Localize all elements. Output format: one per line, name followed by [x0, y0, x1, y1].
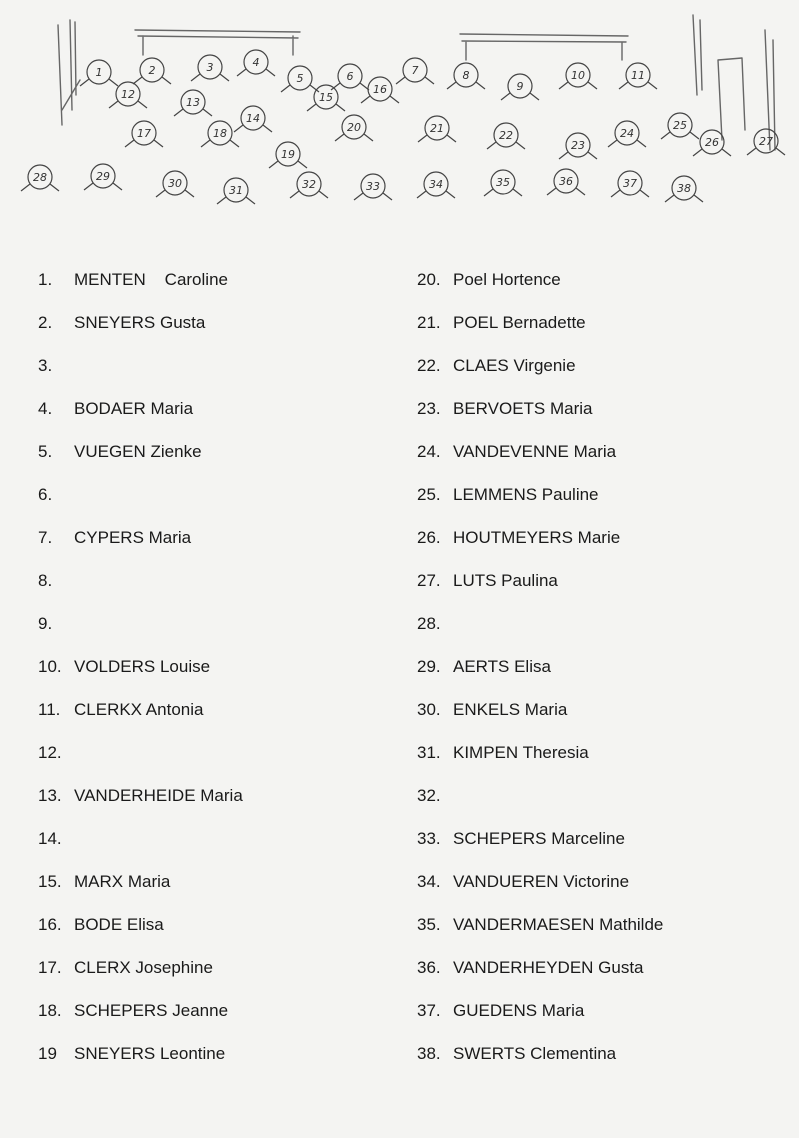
seat-number: 27: [759, 135, 773, 148]
seat-circle: [174, 90, 212, 116]
seat-number: 1: [95, 66, 103, 79]
entry-number: 21.: [417, 312, 441, 332]
entry-name: Poel Hortence: [453, 269, 561, 289]
seat-number: 9: [516, 80, 524, 93]
list-item: [38, 301, 378, 344]
entry-name: SNEYERS Leontine: [74, 1043, 226, 1063]
list-item: [417, 559, 777, 602]
seat-number: 10: [571, 69, 585, 82]
seat-number: 22: [499, 129, 513, 142]
seat-number: 3: [206, 61, 214, 74]
seat-circle: [80, 60, 118, 86]
entry-number: 13.: [38, 785, 62, 805]
list-item: [417, 817, 777, 860]
list-item: [38, 387, 378, 430]
entry-name: VANDERHEYDEN Gusta: [453, 957, 644, 977]
entry-number: 10.: [38, 656, 62, 676]
list-item: [38, 688, 378, 731]
seat-circle: [501, 74, 539, 100]
seat-circle: [665, 176, 703, 202]
list-item: [38, 344, 378, 387]
seat-circle: [335, 115, 373, 141]
seat-circle: [133, 58, 171, 84]
list-item: [38, 860, 378, 903]
seat-circle: [547, 169, 585, 195]
seat-number: 30: [168, 177, 182, 190]
entry-name: CLERX Josephine: [74, 957, 213, 977]
seat-number: 32: [302, 178, 316, 191]
entry-number: 12.: [38, 742, 62, 762]
entry-number: 7.: [38, 527, 53, 547]
list-item: [38, 258, 378, 301]
list-item: [417, 989, 777, 1032]
list-item: [417, 473, 777, 516]
seat-circle: [417, 172, 455, 198]
seat-circle: [109, 82, 147, 108]
entry-number: 16.: [38, 914, 62, 934]
seat-circle: [661, 113, 699, 139]
entry-number: 5.: [38, 441, 53, 461]
entry-name: POEL Bernadette: [453, 312, 586, 332]
entry-number: 35.: [417, 914, 441, 934]
list-item: [417, 731, 777, 774]
entry-number: 4.: [38, 398, 53, 418]
entry-number: 31.: [417, 742, 441, 762]
list-item: [38, 559, 378, 602]
seat-circle: [191, 55, 229, 81]
seat-circle: [418, 116, 456, 142]
list-item: [417, 946, 777, 989]
entry-name: CLAES Virgenie: [453, 355, 576, 375]
seat-number: 4: [252, 56, 260, 69]
entry-name: BODAER Maria: [74, 398, 194, 418]
seat-circle: [331, 64, 369, 90]
entry-number: 3.: [38, 355, 53, 375]
entry-number: 8.: [38, 570, 53, 590]
list-item: [38, 989, 378, 1032]
seat-number: 34: [429, 178, 443, 191]
seat-number: 7: [411, 64, 419, 77]
seat-circle: [217, 178, 255, 204]
list-item: [417, 301, 777, 344]
list-item: [38, 731, 378, 774]
entry-name: GUEDENS Maria: [453, 1000, 585, 1020]
seat-number: 33: [366, 180, 380, 193]
seat-number: 2: [148, 64, 156, 77]
seat-circle: [693, 130, 731, 156]
seat-number: 14: [246, 112, 260, 125]
entry-number: 25.: [417, 484, 441, 504]
entry-number: 17.: [38, 957, 62, 977]
list-item: [417, 516, 777, 559]
seat-circle: [559, 63, 597, 89]
list-item: [38, 946, 378, 989]
entry-name: MENTEN Caroline: [74, 269, 228, 289]
seat-number: 20: [347, 121, 361, 134]
entry-name: KIMPEN Theresia: [453, 742, 589, 762]
seat-circle: [21, 165, 59, 191]
seating-sketch: [0, 0, 799, 215]
seat-number: 37: [623, 177, 637, 190]
seat-number: 18: [213, 127, 227, 140]
entry-name: BODE Elisa: [74, 914, 164, 934]
seat-number: 11: [631, 69, 645, 82]
list-item: [38, 645, 378, 688]
seat-circle: [484, 170, 522, 196]
entry-number: 20.: [417, 269, 441, 289]
entry-name: SWERTS Clementina: [453, 1043, 617, 1063]
list-item: [38, 516, 378, 559]
entry-number: 38.: [417, 1043, 441, 1063]
entry-name: CLERKX Antonia: [74, 699, 204, 719]
seat-circle: [84, 164, 122, 190]
seat-number: 25: [673, 119, 687, 132]
entry-number: 32.: [417, 785, 441, 805]
seat-circle: [201, 121, 239, 147]
list-item: [38, 774, 378, 817]
list-item: [38, 602, 378, 645]
entry-number: 26.: [417, 527, 441, 547]
seat-number: 19: [281, 148, 295, 161]
list-item: [417, 387, 777, 430]
entry-number: 34.: [417, 871, 441, 891]
entry-number: 28.: [417, 613, 441, 633]
seat-circle: [354, 174, 392, 200]
entry-name: VOLDERS Louise: [74, 656, 211, 676]
entry-name: VANDERMAESEN Mathilde: [453, 914, 664, 934]
entry-name: BERVOETS Maria: [453, 398, 593, 418]
entry-number: 27.: [417, 570, 441, 590]
seat-circle: [156, 171, 194, 197]
entry-number: 6.: [38, 484, 53, 504]
seat-circle: [619, 63, 657, 89]
entry-number: 15.: [38, 871, 62, 891]
entry-name: CYPERS Maria: [74, 527, 192, 547]
seat-circle: [307, 85, 345, 111]
entry-name: VANDERHEIDE Maria: [74, 785, 243, 805]
seat-number: 24: [620, 127, 634, 140]
names-list-left: [38, 258, 378, 1075]
seat-number: 17: [137, 127, 151, 140]
entry-name: LUTS Paulina: [453, 570, 558, 590]
seat-circle: [361, 77, 399, 103]
list-item: [38, 817, 378, 860]
list-item: [417, 903, 777, 946]
names-list-right: [417, 258, 777, 1075]
list-item: [417, 688, 777, 731]
seat-number: 29: [96, 170, 110, 183]
list-item: [38, 473, 378, 516]
seat-circle: [447, 63, 485, 89]
entry-name: LEMMENS Pauline: [453, 484, 599, 504]
entry-number: 33.: [417, 828, 441, 848]
entry-name: SCHEPERS Marceline: [453, 828, 625, 848]
entry-number: 18.: [38, 1000, 62, 1020]
entry-name: MARX Maria: [74, 871, 171, 891]
entry-number: 9.: [38, 613, 53, 633]
list-item: [417, 1032, 777, 1075]
entry-number: 23.: [417, 398, 441, 418]
seat-number: 6: [346, 70, 354, 83]
seat-number: 15: [319, 91, 333, 104]
entry-number: 30.: [417, 699, 441, 719]
list-item: [38, 903, 378, 946]
seat-number: 23: [571, 139, 585, 152]
entry-number: 11.: [38, 699, 61, 719]
list-item: [38, 1032, 378, 1075]
list-item: [417, 645, 777, 688]
entry-number: 14.: [38, 828, 62, 848]
seat-circle: [559, 133, 597, 159]
seat-circle: [234, 106, 272, 132]
seat-number: 36: [559, 175, 573, 188]
entry-number: 1.: [38, 269, 53, 289]
seat-number: 12: [121, 88, 135, 101]
list-item: [417, 860, 777, 903]
list-item: [417, 430, 777, 473]
entry-number: 36.: [417, 957, 441, 977]
entry-number: 19: [38, 1043, 57, 1063]
list-item: [417, 774, 777, 817]
seat-number: 28: [33, 171, 47, 184]
seat-circle: [487, 123, 525, 149]
seat-number: 21: [430, 122, 444, 135]
seat-number: 31: [229, 184, 243, 197]
seat-number: 35: [496, 176, 510, 189]
seat-circle: [281, 66, 319, 92]
seat-circle: [290, 172, 328, 198]
seat-circle: [608, 121, 646, 147]
list-item: [417, 602, 777, 645]
entry-name: VANDUEREN Victorine: [453, 871, 630, 891]
list-item: [417, 258, 777, 301]
entry-name: SCHEPERS Jeanne: [74, 1000, 229, 1020]
entry-number: 2.: [38, 312, 53, 332]
seat-number: 26: [705, 136, 719, 149]
seat-number: 38: [677, 182, 691, 195]
seat-circle: [125, 121, 163, 147]
seat-number: 13: [186, 96, 200, 109]
list-item: [38, 430, 378, 473]
entry-name: SNEYERS Gusta: [74, 312, 206, 332]
seat-circle: [611, 171, 649, 197]
entry-number: 37.: [417, 1000, 441, 1020]
seat-circle: [269, 142, 307, 168]
entry-number: 29.: [417, 656, 441, 676]
seat-number: 16: [373, 83, 387, 96]
list-item: [417, 344, 777, 387]
seat-circle: [237, 50, 275, 76]
seat-circle: [747, 129, 785, 155]
entry-name: AERTS Elisa: [453, 656, 551, 676]
entry-name: VUEGEN Zienke: [74, 441, 202, 461]
seat-number: 5: [296, 72, 304, 85]
entry-name: ENKELS Maria: [453, 699, 568, 719]
entry-name: VANDEVENNE Maria: [453, 441, 617, 461]
entry-number: 22.: [417, 355, 441, 375]
entry-number: 24.: [417, 441, 441, 461]
seat-circle: [396, 58, 434, 84]
entry-name: HOUTMEYERS Marie: [453, 527, 621, 547]
seat-number: 8: [462, 69, 470, 82]
